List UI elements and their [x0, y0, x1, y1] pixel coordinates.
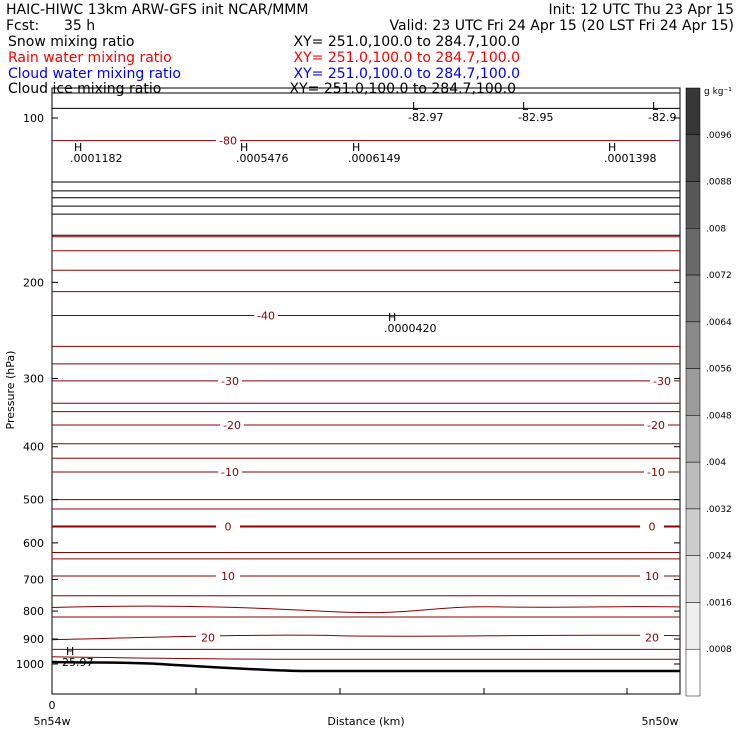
colorbar-box — [686, 649, 700, 696]
header-init: Init: 12 UTC Thu 23 Apr 15 — [548, 2, 734, 18]
temperature-contour-line — [52, 657, 680, 660]
plot-frame — [52, 88, 680, 694]
high-marker: H — [240, 141, 249, 154]
y-tick-label: 900 — [23, 633, 44, 647]
header-valid: Valid: 23 UTC Fri 24 Apr 15 (20 LST Fri 24 Apr 15) — [389, 18, 734, 34]
high-marker: H — [388, 311, 397, 324]
colorbar-tick-label: .0088 — [706, 177, 732, 188]
high-marker: H — [66, 645, 75, 658]
colorbar-tick-label: .0024 — [706, 551, 732, 562]
colorbar-tick-label: .0072 — [706, 271, 732, 282]
colorbar-tick-label: .0096 — [706, 130, 732, 141]
extremum-value: .0001182 — [70, 152, 123, 165]
y-tick-label: 500 — [23, 493, 44, 507]
field-snow-xy: XY= 251.0,100.0 to 284.7,100.0 — [293, 34, 520, 50]
colorbar-tick-label: .004 — [706, 458, 727, 469]
high-marker: H — [74, 141, 83, 154]
y-tick-label: 800 — [23, 605, 44, 619]
x-axis-ticks — [52, 688, 627, 694]
upper-contour-lines — [52, 93, 680, 649]
temperature-contour-label: 0 — [648, 520, 656, 534]
x-left-label: 5n54w — [33, 715, 71, 728]
header-title: HAIC-HIWC 13km ARW-GFS init NCAR/MMM — [6, 2, 309, 18]
colorbar-box — [686, 322, 700, 369]
y-tick-label: 100 — [23, 112, 44, 125]
temperature-contour-label: 20 — [201, 631, 215, 645]
y-tick-label: 600 — [23, 536, 44, 550]
high-marker: H — [352, 141, 361, 154]
extremum-value: .0005476 — [236, 152, 289, 165]
temperature-contour-label: -10 — [221, 466, 239, 480]
field-rain-xy: XY= 251.0,100.0 to 284.7,100.0 — [293, 50, 520, 66]
header-fcst-label: Fcst: — [6, 18, 40, 34]
low-marker: L — [652, 100, 659, 113]
temperature-contour-label: -30 — [221, 374, 239, 388]
header-fcst-value: 35 h — [64, 18, 96, 34]
colorbar-box — [686, 135, 700, 182]
colorbar-tick-label: .0032 — [706, 504, 732, 515]
x-tick-zero: 0 — [48, 699, 56, 712]
extremum-value: .0006149 — [348, 152, 401, 165]
y-axis-ticks — [16, 112, 680, 671]
colorbar-box — [686, 415, 700, 462]
colorbar-tick-label: .0008 — [706, 645, 732, 656]
temperature-contour-label: 10 — [221, 570, 235, 584]
temperature-contour-line — [52, 606, 680, 612]
colorbar-tick-label: .0016 — [706, 598, 732, 609]
temperature-contour-label: 10 — [645, 570, 659, 584]
extremum-value: -82.97 — [408, 111, 444, 124]
y-tick-label: 700 — [23, 573, 44, 587]
colorbar-box — [686, 556, 700, 603]
field-cloudwater-xy: XY= 251.0,100.0 to 284.7,100.0 — [293, 66, 520, 82]
extremum-value: -82.95 — [518, 111, 554, 124]
y-axis-label: Pressure (hPa) — [4, 350, 17, 430]
field-rain-name: Rain water mixing ratio — [8, 50, 172, 66]
temperature-contour-label: 20 — [645, 631, 659, 645]
colorbar-box — [686, 88, 700, 135]
x-axis-label: Distance (km) — [327, 715, 405, 728]
x-right-label: 5n50w — [641, 715, 679, 728]
temperature-contours — [52, 135, 680, 660]
colorbar-box — [686, 182, 700, 229]
temperature-contour-label: -20 — [223, 419, 241, 433]
field-cloudice-xy: XY= 251.0,100.0 to 284.7,100.0 — [289, 81, 516, 97]
extremum-value: .0001398 — [604, 152, 657, 165]
low-marker: L — [412, 100, 419, 113]
colorbar-box — [686, 602, 700, 649]
high-marker: H — [608, 141, 617, 154]
colorbar-tick-label: .0064 — [706, 317, 732, 328]
temperature-contour-label: -40 — [257, 309, 275, 323]
terrain-line — [52, 662, 680, 671]
colorbar-tick-label: .0048 — [706, 411, 732, 422]
colorbar-box — [686, 509, 700, 556]
temperature-contour-line — [52, 635, 680, 640]
extremum-value: 25.97 — [62, 656, 94, 669]
colorbar-box — [686, 275, 700, 322]
field-cloudwater-name: Cloud water mixing ratio — [8, 66, 181, 82]
colorbar-tick-label: .008 — [706, 224, 727, 235]
colorbar-tick-label: .0056 — [706, 364, 732, 375]
y-tick-label: 200 — [23, 276, 44, 290]
extremum-value: .0000420 — [384, 322, 437, 335]
field-cloudice-name: Cloud ice mixing ratio — [8, 81, 162, 97]
temperature-contour-label: -30 — [653, 374, 671, 388]
high-low-markers — [62, 100, 676, 669]
y-tick-label: 400 — [23, 440, 44, 454]
colorbar-box — [686, 462, 700, 509]
colorbar — [686, 88, 732, 696]
temperature-contour-label: 0 — [224, 520, 232, 534]
temperature-contour-label: -10 — [647, 466, 665, 480]
colorbar-box — [686, 228, 700, 275]
temperature-contour-label: -20 — [647, 419, 665, 433]
colorbar-box — [686, 369, 700, 416]
temperature-contour-label: -80 — [219, 134, 237, 148]
y-tick-label: 1000 — [16, 658, 44, 671]
field-snow-name: Snow mixing ratio — [8, 34, 135, 50]
extremum-value: -82.9 — [648, 111, 677, 124]
colorbar-units: g kg⁻¹ — [704, 87, 732, 97]
terrain-surface — [52, 662, 680, 671]
low-marker: L — [522, 100, 529, 113]
y-tick-label: 300 — [23, 372, 44, 386]
